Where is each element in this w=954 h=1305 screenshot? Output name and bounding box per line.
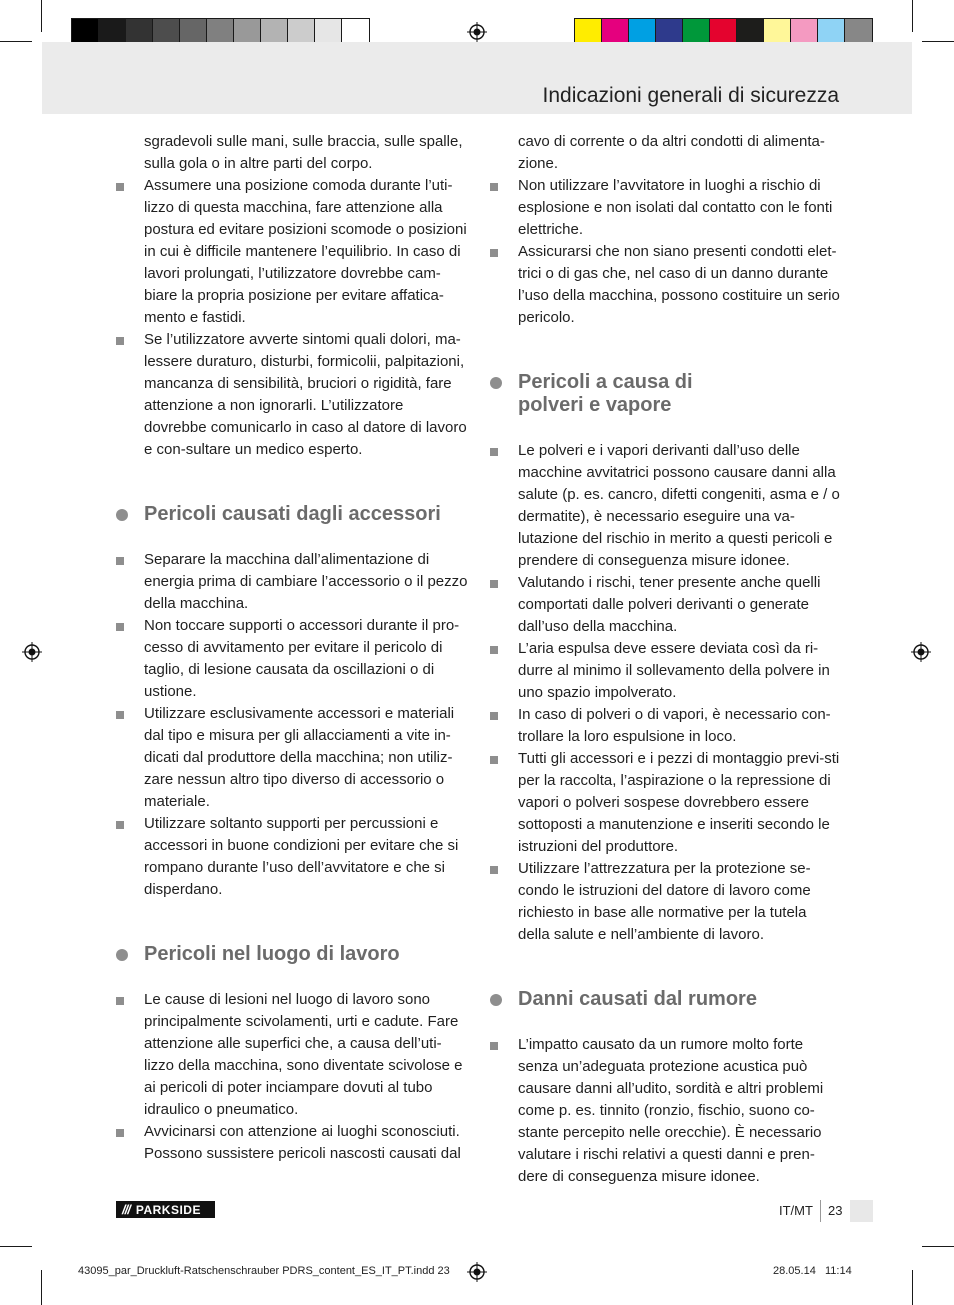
bullet-icon bbox=[116, 997, 124, 1005]
registration-mark-icon bbox=[911, 642, 931, 662]
list-item: Utilizzare l’attrezzatura per la protezione se-condo le istruzioni del datore di lavoro come richiesto in base alle normative per la tutela della salute e nell’ambiente di lavoro. bbox=[490, 858, 842, 946]
list-item: Avvicinarsi con attenzione ai luoghi sconosciuti. Possono sussistere pericoli nascosti causati dal bbox=[116, 1121, 468, 1165]
list-item: Tutti gli accessori e i pezzi di montaggio previ-sti per la raccolta, l’aspirazione o la repressione di vapori o polveri sospese dovrebbero essere sottoposti a manutenzione e inseriti secondo le istruzioni del produttore. bbox=[490, 748, 842, 858]
section-heading: Pericoli a causa di polveri e vapore bbox=[490, 371, 842, 417]
list-item: Separare la macchina dall’alimentazione di energia prima di cambiare l’accessorio o il pezzo della macchina. bbox=[116, 549, 468, 615]
crop-mark bbox=[922, 1246, 954, 1247]
list-item: Assicurarsi che non siano presenti condotti elet-trici o di gas che, nel caso di un danno durante l’uso della macchina, possono costituire un serio pericolo. bbox=[490, 241, 842, 329]
continuation-text: cavo di corrente o da altri condotti di alimenta-zione. bbox=[518, 133, 825, 172]
heading-dot-icon bbox=[116, 509, 128, 521]
bullet-icon bbox=[116, 557, 124, 565]
crop-mark bbox=[0, 41, 32, 42]
list-item: L’impatto causato da un rumore molto forte senza un’adeguata protezione acustica può causare danni all’udito, sordità e altri problemi come p. es. tinnito (ronzio, fischio, suono co-stante percepito nelle orecchie). È necessario valutare i rischi relativi a questi danni e pren-dere di conseguenza misure idonee. bbox=[490, 1034, 842, 1188]
registration-mark-icon bbox=[467, 1262, 487, 1282]
list-item: Assumere una posizione comoda durante l’uti-lizzo di questa macchina, fare attenzione alla postura ed evitare posizioni scomode o posizioni in cui è difficile mantenere l’equilibrio. In caso di lavori prolungati, l’utilizzatore dovrebbe cam-biare la propria posizione per evitare affatica-mento e fastidi. bbox=[116, 175, 468, 329]
list-item: Se l’utilizzatore avverte sintomi quali dolori, ma-lessere duraturo, disturbi, formicolii, palpitazioni, mancanza di sensibilità, bruciori o rigidità, fare attenzione a non ignorarli. L’utilizzatore dovrebbe comunicarlo in caso al datore di lavoro e con-sultare un medico esperto. bbox=[116, 329, 468, 461]
crop-mark bbox=[41, 1270, 42, 1305]
file-slug: 43095_par_Druckluft-Ratschenschrauber PDRS_content_ES_IT_PT.indd 23 bbox=[78, 1265, 450, 1277]
list-item: Utilizzare soltanto supporti per percussioni e accessori in buone condizioni per evitare che si rompano durante l’uso dell’avvitatore e che si disperdano. bbox=[116, 813, 468, 901]
bullet-icon bbox=[116, 623, 124, 631]
continuation-text: sgradevoli sulle mani, sulle braccia, sulle spalle, sulla gola o in altre parti del corpo. bbox=[144, 133, 463, 172]
language-code: IT/MT bbox=[779, 1203, 813, 1218]
footer-divider bbox=[820, 1200, 821, 1222]
bullet-icon bbox=[490, 580, 498, 588]
bullet-icon bbox=[490, 249, 498, 257]
bullet-icon bbox=[490, 866, 498, 874]
list-item: Le polveri e i vapori derivanti dall’uso delle macchine avvitatrici possono causare danni alla salute (p. es. cancro, difetti congeniti, asma e / o dermatite), è necessario eseguire una va-lutazione del rischio in merito a questi pericoli e prendere di conseguenza misure idonee. bbox=[490, 440, 842, 572]
list-item: Utilizzare esclusivamente accessori e materiali dal tipo e misura per gli allacciamenti a vite in-dicati dal produttore della macchina; non utiliz-zare nessun altro tipo diverso di accessorio o materiale. bbox=[116, 703, 468, 813]
crop-mark bbox=[912, 1270, 913, 1305]
section-heading: Danni causati dal rumore bbox=[490, 988, 842, 1011]
page-title: Indicazioni generali di sicurezza bbox=[542, 84, 839, 107]
bullet-icon bbox=[490, 756, 498, 764]
crop-mark bbox=[41, 0, 42, 32]
crop-mark bbox=[922, 41, 954, 42]
bullet-icon bbox=[490, 183, 498, 191]
parkside-logo: /// PARKSIDE bbox=[116, 1201, 215, 1218]
list-item: Non utilizzare l’avvitatore in luoghi a rischio di esplosione e non isolati dal contatto con le fonti elettriche. bbox=[490, 175, 842, 241]
registration-mark-icon bbox=[467, 22, 487, 42]
bullet-icon bbox=[116, 1129, 124, 1137]
page-tab bbox=[850, 1200, 873, 1222]
bullet-icon bbox=[116, 183, 124, 191]
section-heading: Pericoli causati dagli accessori bbox=[116, 503, 468, 526]
bullet-icon bbox=[490, 1042, 498, 1050]
right-column bbox=[490, 131, 842, 1188]
page-number: 23 bbox=[828, 1203, 843, 1218]
list-item: Non toccare supporti o accessori durante il pro-cesso di avvitamento per evitare il pericolo di taglio, di lesione causata da oscillazioni o di ustione. bbox=[116, 615, 468, 703]
heading-dot-icon bbox=[116, 949, 128, 961]
heading-dot-icon bbox=[490, 994, 502, 1006]
date-time-slug: 28.05.14 11:14 bbox=[773, 1265, 852, 1277]
bullet-icon bbox=[116, 711, 124, 719]
left-column bbox=[116, 131, 468, 1165]
list-item: In caso di polveri o di vapori, è necessario con-trollare la loro espulsione in loco. bbox=[490, 704, 842, 748]
bullet-icon bbox=[490, 448, 498, 456]
bullet-icon bbox=[490, 712, 498, 720]
list-item: L’aria espulsa deve essere deviata così da ri-durre al minimo il sollevamento della polvere in uno spazio impolverato. bbox=[490, 638, 842, 704]
crop-mark bbox=[0, 1246, 32, 1247]
bullet-icon bbox=[116, 337, 124, 345]
crop-mark bbox=[912, 0, 913, 32]
registration-mark-icon bbox=[22, 642, 42, 662]
list-item: Le cause di lesioni nel luogo di lavoro sono principalmente scivolamenti, urti e cadute. Fare attenzione alle superfici che, a causa dell’uti-lizzo della macchina, sono diventate scivolose e ai pericoli di poter inciampare dovuti al tubo idraulico o pneumatico. bbox=[116, 989, 468, 1121]
section-heading: Pericoli nel luogo di lavoro bbox=[116, 943, 468, 966]
heading-dot-icon bbox=[490, 377, 502, 389]
bullet-icon bbox=[116, 821, 124, 829]
list-item: Valutando i rischi, tener presente anche quelli comportati dalle polveri derivanti o generate dall’uso della macchina. bbox=[490, 572, 842, 638]
bullet-icon bbox=[490, 646, 498, 654]
